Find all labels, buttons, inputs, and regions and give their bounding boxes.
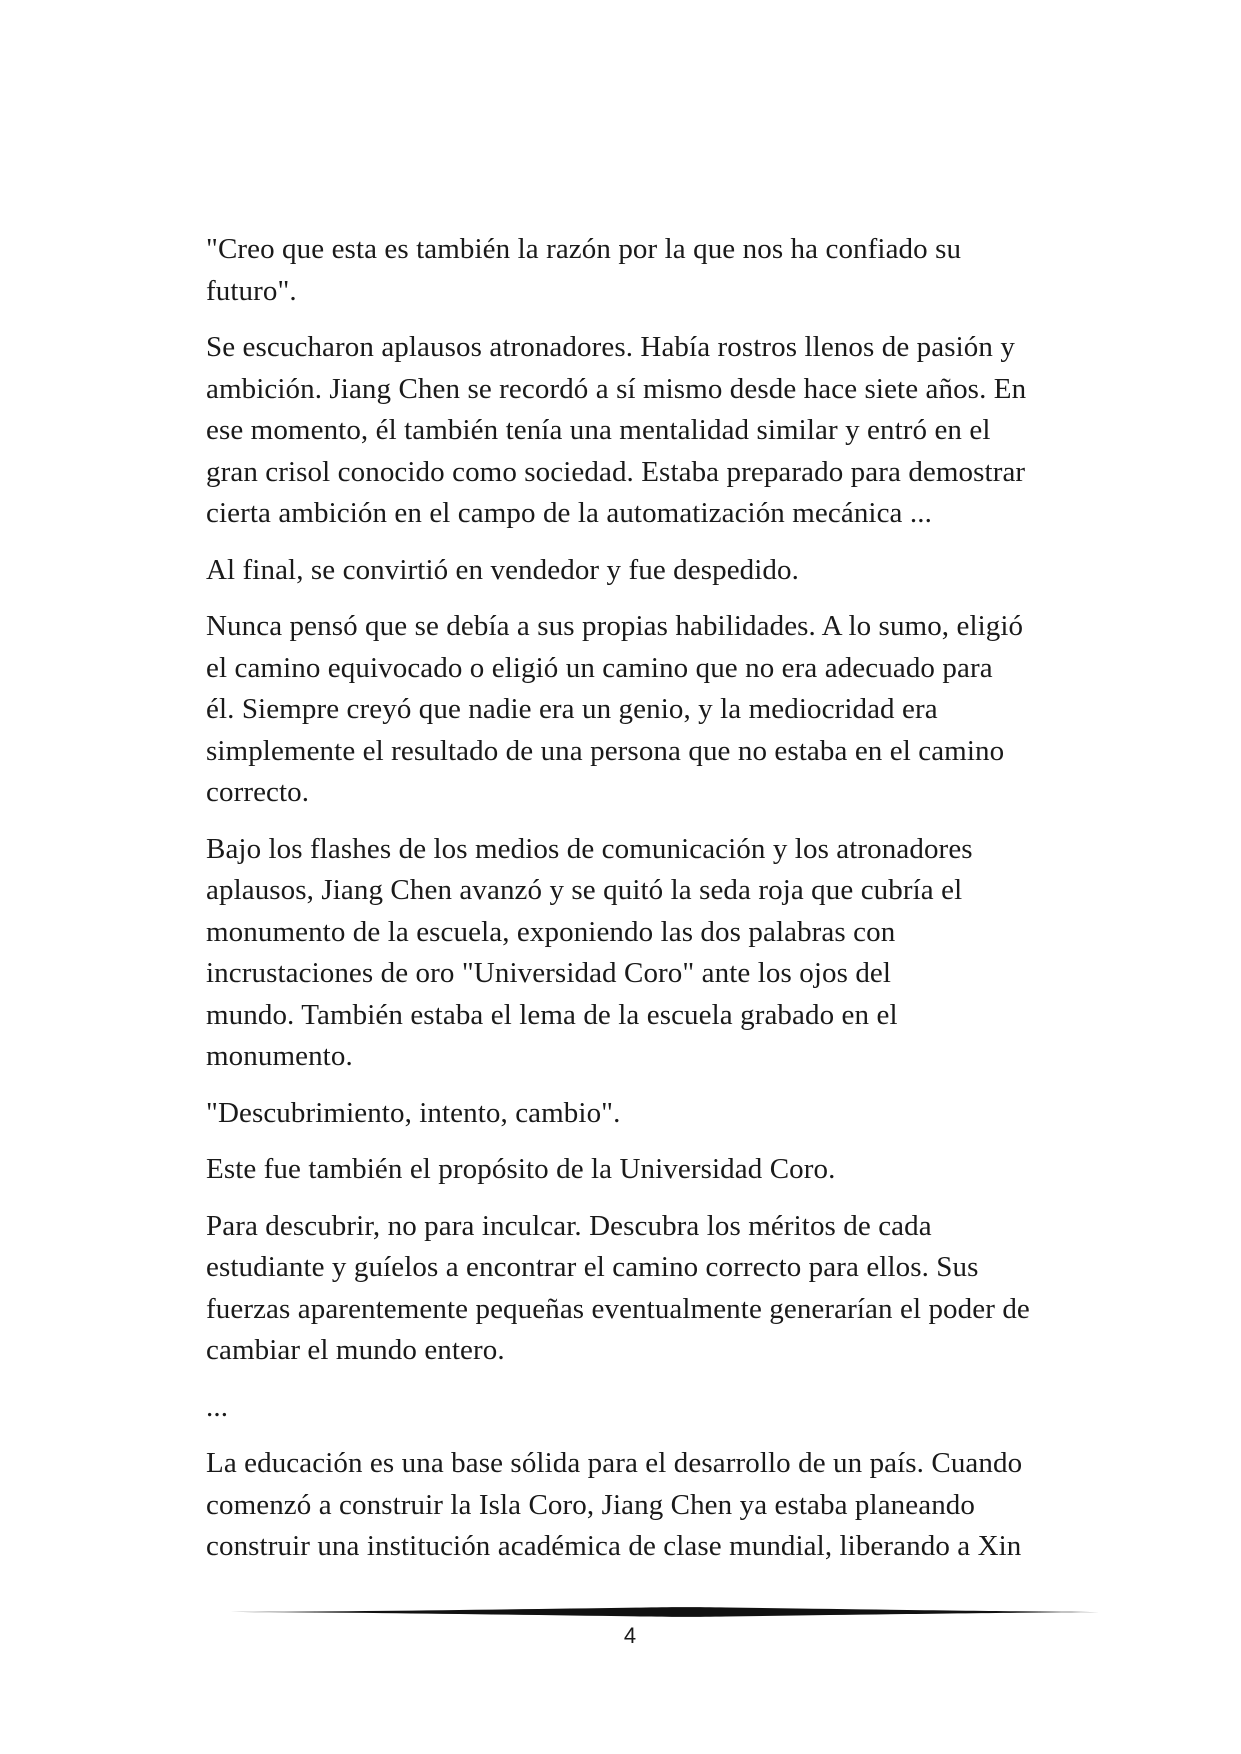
paragraph xyxy=(206,1093,1086,1135)
text-line: aplausos, Jiang Chen avanzó y se quitó la seda roja que cubría el xyxy=(206,874,963,906)
text-line: ... xyxy=(206,1390,229,1423)
text-line: La educación es una base sólida para el desarrollo de un país. Cuando xyxy=(206,1447,1023,1479)
text-line: él. Siempre creyó que nadie era un genio, y la mediocridad era xyxy=(206,693,938,725)
text-line: monumento. xyxy=(206,1040,353,1072)
text-line: mundo. También estaba el lema de la escuela grabado en el xyxy=(206,998,898,1031)
text-line: simplemente el resultado de una persona que no estaba en el camino xyxy=(206,734,1005,767)
page-number: 4 xyxy=(623,1623,637,1648)
paragraph xyxy=(206,327,1086,535)
text-line: gran crisol conocido como sociedad. Estaba preparado para demostrar xyxy=(206,455,1026,488)
text-line: cambiar el mundo entero. xyxy=(206,1334,505,1366)
text-line: Este fue también el propósito de la Universidad Coro. xyxy=(206,1153,836,1185)
text-line: futuro". xyxy=(206,274,297,307)
text-line: comenzó a construir la Isla Coro, Jiang Chen ya estaba planeando xyxy=(206,1488,976,1521)
text-line: "Creo que esta es también la razón por la que nos ha confiado su xyxy=(206,233,962,265)
text-line: Nunca pensó que se debía a sus propias habilidades. A lo sumo, eligió xyxy=(206,610,1024,642)
body-text xyxy=(206,229,1086,1583)
text-line: cierta ambición en el campo de la automatización mecánica ... xyxy=(206,497,932,529)
text-line: Bajo los flashes de los medios de comunicación y los atronadores xyxy=(206,832,973,865)
text-line: "Descubrimiento, intento, cambio". xyxy=(206,1096,621,1129)
text-line: Se escucharon aplausos atronadores. Había rostros llenos de pasión y xyxy=(206,331,1015,363)
text-line: ese momento, él también tenía una mentalidad similar y entró en el xyxy=(206,414,991,446)
text-line: el camino equivocado o eligió un camino que no era adecuado para xyxy=(206,651,993,684)
text-line: incrustaciones de oro "Universidad Coro" ante los ojos del xyxy=(206,957,892,989)
paragraph xyxy=(206,606,1086,814)
paragraph xyxy=(206,229,1086,312)
paragraph xyxy=(206,1443,1086,1568)
paragraph xyxy=(206,550,1086,592)
text-line: ambición. Jiang Chen se recordó a sí mismo desde hace siete años. En xyxy=(206,372,1027,405)
text-line: estudiante y guíelos a encontrar el camino correcto para ellos. Sus xyxy=(206,1251,979,1283)
paragraph xyxy=(206,1206,1086,1372)
paragraph xyxy=(206,829,1086,1078)
footer-divider xyxy=(206,1606,1099,1618)
text-line: fuerzas aparentemente pequeñas eventualmente generarían el poder de xyxy=(206,1292,1030,1325)
paragraph xyxy=(206,1387,1086,1429)
text-line: monumento de la escuela, exponiendo las dos palabras con xyxy=(206,915,896,948)
text-line: Al final, se convirtió en vendedor y fue despedido. xyxy=(206,553,799,586)
text-line: construir una institución académica de clase mundial, liberando a Xin xyxy=(206,1530,1022,1562)
text-line: correcto. xyxy=(206,776,310,808)
paragraph xyxy=(206,1149,1086,1191)
text-line: Para descubrir, no para inculcar. Descubra los méritos de cada xyxy=(206,1209,932,1242)
